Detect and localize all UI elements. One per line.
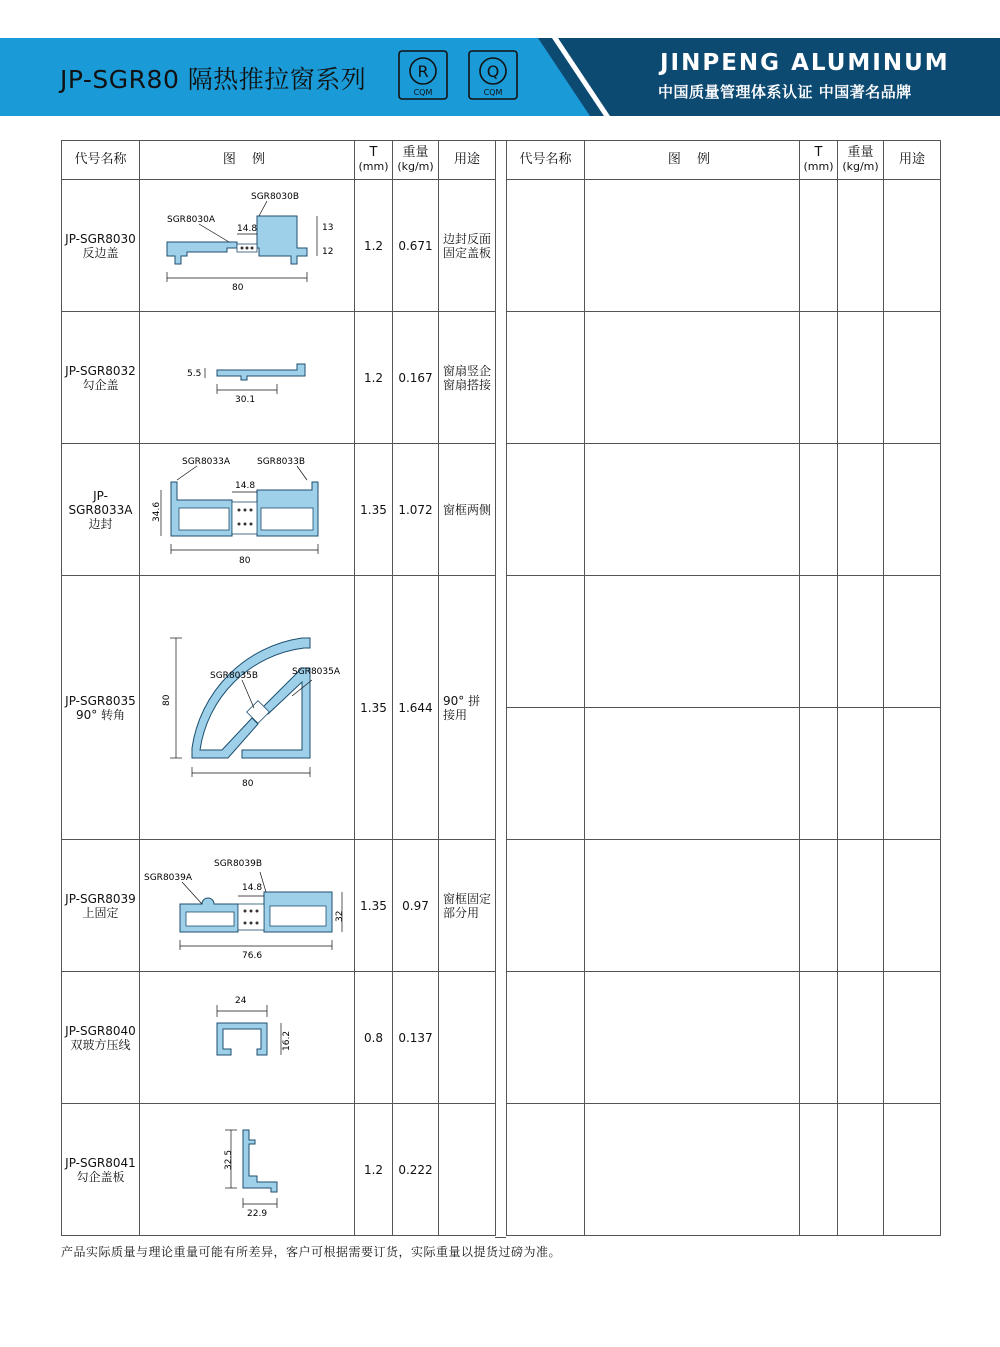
col-header-thickness: T (mm) — [800, 141, 838, 180]
table-row — [62, 1104, 496, 1236]
usage-text — [439, 1104, 496, 1236]
svg-text:80: 80 — [162, 694, 172, 706]
table-row — [507, 576, 941, 708]
svg-text:14.8: 14.8 — [242, 882, 263, 893]
svg-text:CQM: CQM — [483, 88, 503, 97]
thickness-value: 1.35 — [355, 576, 393, 840]
weight-value: 1.644 — [393, 576, 439, 840]
weight-value: 0.222 — [393, 1104, 439, 1236]
profile-drawing-8040 — [140, 972, 355, 1104]
table-header-row — [62, 141, 496, 180]
svg-text:SGR8035A: SGR8035A — [292, 666, 341, 677]
cqm-q-badge-icon — [468, 50, 518, 100]
profile-drawing-8032 — [140, 312, 355, 444]
table-row — [507, 972, 941, 1104]
table-row — [507, 708, 941, 840]
profile-table-right — [506, 140, 941, 1236]
svg-text:80: 80 — [242, 778, 254, 789]
weight-value: 0.671 — [393, 180, 439, 312]
usage-text: 窗扇竖企 窗扇搭接 — [439, 312, 496, 444]
thickness-value: 1.2 — [355, 312, 393, 444]
thickness-value: 1.2 — [355, 1104, 393, 1236]
svg-text:14.8: 14.8 — [237, 223, 258, 234]
table-row — [507, 840, 941, 972]
profile-code: JP-SGR8033A 边封 — [62, 444, 140, 576]
profile-code: JP-SGR8032 勾企盖 — [62, 312, 140, 444]
svg-text:SGR8039A: SGR8039A — [144, 872, 193, 883]
svg-text:SGR8030B: SGR8030B — [251, 191, 300, 202]
table-row — [62, 312, 496, 444]
svg-text:R: R — [417, 62, 429, 81]
table-header-row — [507, 141, 941, 180]
weight-value: 1.072 — [393, 444, 439, 576]
table-row — [62, 576, 496, 840]
svg-text:32: 32 — [335, 910, 345, 922]
usage-text: 窗框两侧 — [439, 444, 496, 576]
profile-code: JP-SGR8040 双玻方压线 — [62, 972, 140, 1104]
svg-text:24: 24 — [235, 995, 247, 1006]
table-row — [507, 180, 941, 312]
profile-drawing-8039 — [140, 840, 355, 972]
table-row — [507, 312, 941, 444]
table-separator — [495, 140, 506, 1238]
svg-text:76.6: 76.6 — [242, 950, 263, 961]
svg-text:5.5: 5.5 — [187, 368, 202, 379]
weight-value: 0.167 — [393, 312, 439, 444]
svg-text:13: 13 — [322, 222, 334, 233]
weight-value: 0.137 — [393, 972, 439, 1104]
svg-text:80: 80 — [232, 282, 244, 293]
thickness-value: 1.35 — [355, 444, 393, 576]
svg-text:14.8: 14.8 — [235, 480, 256, 491]
thickness-value: 1.2 — [355, 180, 393, 312]
table-row — [62, 840, 496, 972]
svg-text:30.1: 30.1 — [235, 394, 256, 405]
svg-text:SGR8039B: SGR8039B — [214, 858, 263, 869]
svg-text:22.9: 22.9 — [247, 1208, 268, 1219]
table-row — [507, 444, 941, 576]
profile-drawing-8030 — [140, 180, 355, 312]
profile-drawing-8035 — [140, 576, 355, 840]
page-title: JP-SGR80 隔热推拉窗系列 — [60, 65, 367, 94]
svg-text:SGR8033A: SGR8033A — [182, 456, 231, 467]
col-header-code: 代号名称 — [62, 141, 140, 180]
profile-drawing-8041 — [140, 1104, 355, 1236]
col-header-usage: 用途 — [439, 141, 496, 180]
profile-code: JP-SGR8030 反边盖 — [62, 180, 140, 312]
profile-code: JP-SGR8039 上固定 — [62, 840, 140, 972]
col-header-usage: 用途 — [884, 141, 941, 180]
svg-text:SGR8035B: SGR8035B — [210, 670, 259, 681]
svg-text:SGR8033B: SGR8033B — [257, 456, 306, 467]
svg-text:12: 12 — [322, 246, 334, 257]
usage-text: 边封反面 固定盖板 — [439, 180, 496, 312]
profile-code: JP-SGR8041 勾企盖板 — [62, 1104, 140, 1236]
brand-name: JINPENG ALUMINUM — [660, 50, 950, 76]
table-row — [62, 972, 496, 1104]
svg-text:SGR8030A: SGR8030A — [167, 214, 216, 225]
svg-text:32.5: 32.5 — [224, 1149, 234, 1170]
col-header-thickness: T (mm) — [355, 141, 393, 180]
footer-note: 产品实际质量与理论重量可能有所差异，客户可根据需要订货，实际重量以提货过磅为准。 — [61, 1245, 562, 1259]
table-row — [62, 444, 496, 576]
col-header-figure: 图 例 — [585, 141, 800, 180]
thickness-value: 1.35 — [355, 840, 393, 972]
thickness-value: 0.8 — [355, 972, 393, 1104]
cqm-r-badge-icon — [398, 50, 448, 100]
col-header-weight: 重量 (kg/m) — [393, 141, 439, 180]
brand-tagline: 中国质量管理体系认证 中国著名品牌 — [658, 83, 912, 101]
svg-text:CQM: CQM — [413, 88, 433, 97]
usage-text: 90° 拼 接用 — [439, 576, 496, 840]
svg-text:80: 80 — [239, 555, 251, 566]
table-row — [507, 1104, 941, 1236]
usage-text — [439, 972, 496, 1104]
table-row — [62, 180, 496, 312]
svg-text:16.2: 16.2 — [282, 1030, 292, 1051]
col-header-weight: 重量 (kg/m) — [838, 141, 884, 180]
profile-drawing-8033 — [140, 444, 355, 576]
svg-text:34.6: 34.6 — [152, 501, 162, 522]
svg-text:Q: Q — [486, 62, 500, 81]
profile-table-left — [61, 140, 496, 1236]
col-header-code: 代号名称 — [507, 141, 585, 180]
col-header-figure: 图 例 — [140, 141, 355, 180]
profile-code: JP-SGR8035 90° 转角 — [62, 576, 140, 840]
usage-text: 窗框固定 部分用 — [439, 840, 496, 972]
weight-value: 0.97 — [393, 840, 439, 972]
